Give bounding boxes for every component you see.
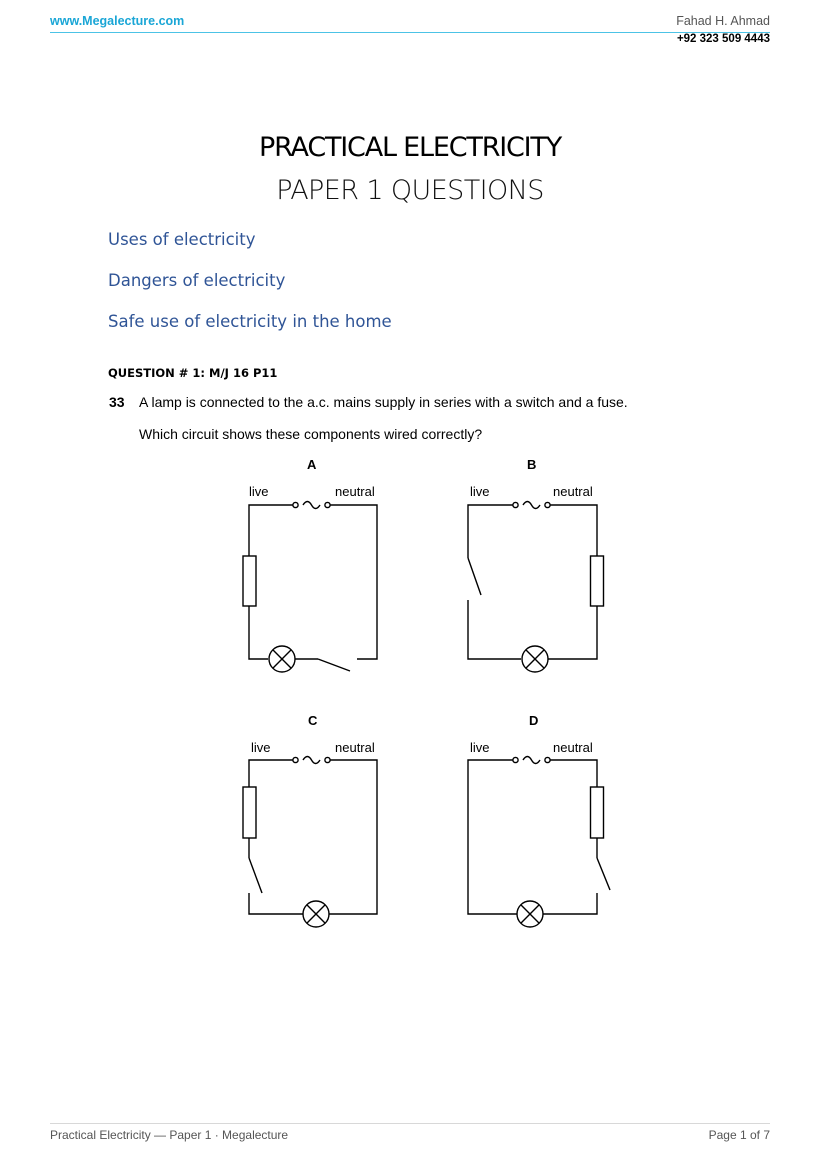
option-b-neutral-label: neutral <box>553 484 593 499</box>
toc-item-safe-use[interactable]: Safe use of electricity in the home <box>108 312 392 331</box>
header-site-link[interactable]: www.Megalecture.com <box>50 14 185 28</box>
option-a-live-label: live <box>249 484 269 499</box>
option-d-live-label: live <box>470 740 490 755</box>
option-d-neutral-label: neutral <box>553 740 593 755</box>
option-a-neutral-label: neutral <box>335 484 375 499</box>
option-a-letter: A <box>307 457 317 472</box>
footer-page-number: Page 1 of 7 <box>708 1128 770 1142</box>
page-subtitle: PAPER 1 QUESTIONS <box>276 175 544 206</box>
footer-divider <box>50 1123 770 1124</box>
option-c-neutral-label: neutral <box>335 740 375 755</box>
header-phone: +92 323 509 4443 <box>676 33 770 45</box>
toc-item-uses[interactable]: Uses of electricity <box>108 230 256 249</box>
header-divider <box>50 32 770 33</box>
header-author: Fahad H. Ahmad <box>676 14 770 28</box>
question-text: A lamp is connected to the a.c. mains supply in series with a switch and a fuse. <box>139 394 628 410</box>
option-b-live-label: live <box>470 484 490 499</box>
option-b-letter: B <box>527 457 537 472</box>
circuit-diagram-b <box>450 490 620 690</box>
option-c-live-label: live <box>251 740 271 755</box>
footer-left-text: Practical Electricity — Paper 1 · Megalecture <box>50 1128 289 1142</box>
question-number: 33 <box>109 394 125 410</box>
circuit-diagram-d <box>450 745 620 945</box>
option-d-letter: D <box>529 713 539 728</box>
question-prompt: Which circuit shows these components wired correctly? <box>139 426 483 442</box>
question-heading: QUESTION # 1: M/J 16 P11 <box>108 366 278 380</box>
circuit-diagram-c <box>230 745 400 945</box>
circuit-diagram-a <box>230 490 400 690</box>
option-c-letter: C <box>308 713 318 728</box>
toc-item-dangers[interactable]: Dangers of electricity <box>108 271 286 290</box>
page-title: PRACTICAL ELECTRICITY <box>258 132 562 163</box>
